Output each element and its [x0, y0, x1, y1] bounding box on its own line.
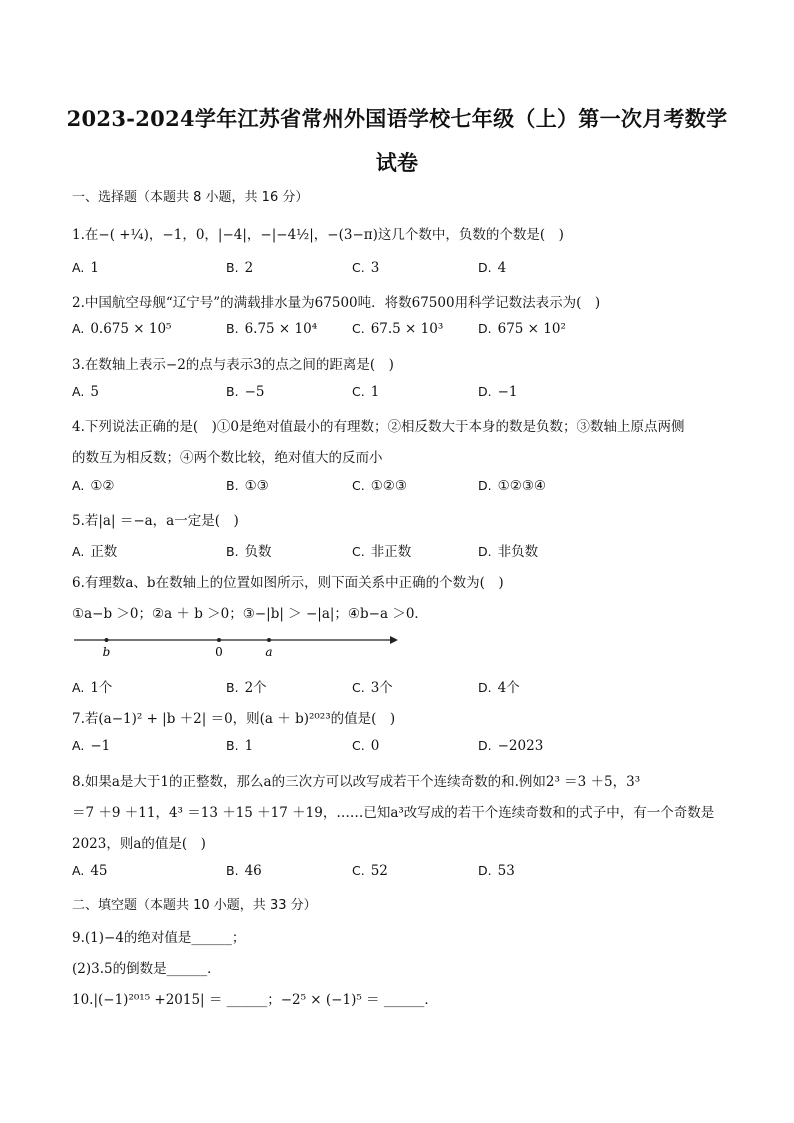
number-line-point-0 [217, 638, 221, 642]
number-line-point-a [267, 638, 271, 642]
question-1: 1.在−( +¼)，−1，0，|−4|，−|−4½|，−(3−π)这几个数中，负数的个数是( ) [72, 227, 564, 243]
number-line-figure [72, 630, 402, 660]
question-7: 7.若(a−1)² + |b ＋2| ＝0，则(a ＋ b)²⁰²³的值是( ) [72, 711, 396, 727]
question-8-end: 2023，则a的值是( ) [72, 836, 206, 852]
question-9-part-2: (2)3.5的倒数是______． [72, 961, 221, 977]
option-c: C. 67.5 × 10³ [352, 321, 444, 337]
option-d: D. 4个 [478, 680, 520, 696]
option-d: D. 675 × 10² [478, 321, 566, 337]
question-5: 5.若|a| ＝−a，a一定是( ) [72, 513, 239, 529]
option-b: B. 1 [226, 738, 254, 754]
option-a: A. 0.675 × 10⁵ [72, 321, 172, 337]
option-c: C. 0 [352, 738, 380, 754]
option-a: A. 1 [72, 260, 99, 276]
option-d: D. −1 [478, 384, 518, 400]
question-8: 8.如果a是大于1的正整数，那么a的三次方可以改写成若干个连续奇数的和.例如2³ ＝3 ＋5，3³ [72, 774, 641, 790]
option-c: C. 非正数 [352, 544, 412, 560]
page-title: 2023-2024学年江苏省常州外国语学校七年级（上）第一次月考数学 [66, 106, 728, 131]
section-heading-choice: 一、选择题（本题共 8 小题，共 16 分） [72, 190, 309, 205]
option-b: B. 6.75 × 10⁴ [226, 321, 318, 337]
question-4: 4.下列说法正确的是( )①0是绝对值最小的有理数；②相反数大于本身的数是负数；③数轴上原点两侧 [72, 419, 685, 435]
number-line-point-b [105, 638, 109, 642]
option-d: D. ①②③④ [478, 478, 547, 494]
option-b: B. 2个 [226, 680, 267, 696]
option-b: B. 负数 [226, 544, 272, 560]
option-d: D. 4 [478, 260, 507, 276]
option-b: B. 2 [226, 260, 254, 276]
option-b: B. −5 [226, 384, 265, 400]
option-b: B. ①③ [226, 478, 269, 494]
section-heading-fill: 二、填空题（本题共 10 小题，共 33 分） [72, 898, 317, 913]
question-6-statements: ①a−b ＞0；②a ＋ b ＞0；③−|b| ＞ −|a|；④b−a ＞0． [72, 606, 428, 622]
question-10: 10.|(−1)²⁰¹⁵ +2015| ＝ ______；−2⁵ × (−1)⁵ ＝ ______． [72, 992, 438, 1008]
option-c: C. ①②③ [352, 478, 408, 494]
option-c: C. 3 [352, 260, 380, 276]
option-d: D. 非负数 [478, 544, 539, 560]
number-line-arrow [390, 636, 398, 644]
question-4-continued: 的数互为相反数；④两个数比较，绝对值大的反而小 [72, 450, 383, 466]
option-a: A. 正数 [72, 544, 118, 560]
question-3: 3.在数轴上表示−2的点与表示3的点之间的距离是( ) [72, 357, 394, 373]
option-d: D. 53 [478, 863, 515, 879]
option-d: D. −2023 [478, 738, 544, 754]
option-c: C. 52 [352, 863, 388, 879]
question-8-continued: ＝7 ＋9 ＋11，4³ ＝13 ＋15 ＋17 ＋19，……已知a³改写成的若干个连续奇数和的式子中，有一个奇数是 [72, 805, 715, 821]
option-a: A. 45 [72, 863, 108, 879]
question-6: 6.有理数a、b在数轴上的位置如图所示，则下面关系中正确的个数为( ) [72, 575, 504, 591]
question-2: 2.中国航空母舰“辽宁号”的满载排水量为67500吨．将数67500用科学记数法表示为( ) [72, 295, 601, 311]
number-line-label-a: a [265, 645, 273, 659]
option-c: C. 3个 [352, 680, 393, 696]
option-a: A. 1个 [72, 680, 113, 696]
page-title-continued: 试卷 [375, 150, 419, 175]
option-a: A. ①② [72, 478, 115, 494]
option-c: C. 1 [352, 384, 380, 400]
number-line-label-0: 0 [215, 645, 223, 659]
option-b: B. 46 [226, 863, 262, 879]
option-a: A. −1 [72, 738, 111, 754]
number-line-label-b: b [102, 645, 111, 659]
option-a: A. 5 [72, 384, 99, 400]
question-9-part-1: 9.(1)−4的绝对值是______； [72, 930, 246, 946]
number-line-marks [103, 638, 273, 659]
